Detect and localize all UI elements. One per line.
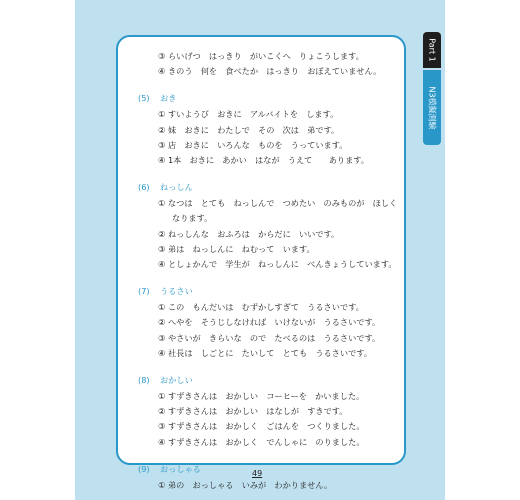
option-line[interactable]: ② ねっしんな おふろは からだに いいです。 [158,228,340,239]
question-word: おき [160,93,177,104]
tab-part-1[interactable] [423,32,441,68]
question-word: おかしい [160,375,193,385]
option-line[interactable]: ② 妹 おきに わたしで その 次は 弟です。 [158,124,340,135]
option-line[interactable]: ① すいようび おきに アルバイトを します。 [158,109,339,120]
question-number: (6) [138,182,150,193]
option-line[interactable]: ② へやを そうじしなければ いけないが うるさいです。 [158,317,381,328]
option-line-continued[interactable]: なります。 [172,213,213,224]
option-line[interactable]: ③ 弟は ねっしんに ねむって います。 [158,243,315,254]
option-line[interactable]: ① すずきさんは おかしい コーヒーを かいました。 [158,391,365,401]
question-number: (9) [138,463,150,474]
question-word: ねっしん [160,182,193,193]
question-number: (8) [138,375,150,385]
option-line[interactable]: ④ 1本 おきに あかい はなが うえて あります。 [158,155,369,165]
question-number: (5) [138,93,150,104]
option-line[interactable]: ① 弟の おっしゃる いみが わかりません。 [158,479,333,490]
option-line[interactable]: ③ やさいが きらいな ので たべるのは うるさいです。 [158,332,381,343]
question-word: おっしゃる [160,463,201,474]
option-line[interactable]: ④ としょかんで 学生が ねっしんに べんきょうしています。 [158,259,397,269]
tab-part-label: Part 1 [427,38,437,62]
option-line[interactable]: ③ 店 おきに いろんな ものを うっています。 [158,139,348,150]
tab-section-label: N3模擬測験 [427,85,437,130]
option-line[interactable]: ③ らいげつ はっきり がいこくへ りょこうします。 [158,51,364,61]
option-line[interactable]: ④ 社長は しごとに たいして とても うるさいです。 [158,347,372,358]
option-line[interactable]: ④ すずきさんは おかしく でんしゃに のりました。 [158,436,365,447]
page-number: 49 [252,469,263,478]
question-number: (7) [138,286,150,297]
tab-n3-mock-test[interactable] [423,70,441,145]
option-line[interactable]: ② すずきさんは おかしい はなしが すきです。 [158,406,348,417]
option-line[interactable]: ① この もんだいは むずかしすぎて うるさいです。 [158,302,364,313]
option-line[interactable]: ④ きのう 何を 食べたか はっきり おぼえていません。 [158,66,382,77]
option-line[interactable]: ① なつは とても ねっしんで つめたい のみものが ほしく [158,198,398,209]
question-word: うるさい [160,286,193,297]
option-line[interactable]: ③ すずきさんは おかしく ごはんを つくりました。 [158,421,365,432]
